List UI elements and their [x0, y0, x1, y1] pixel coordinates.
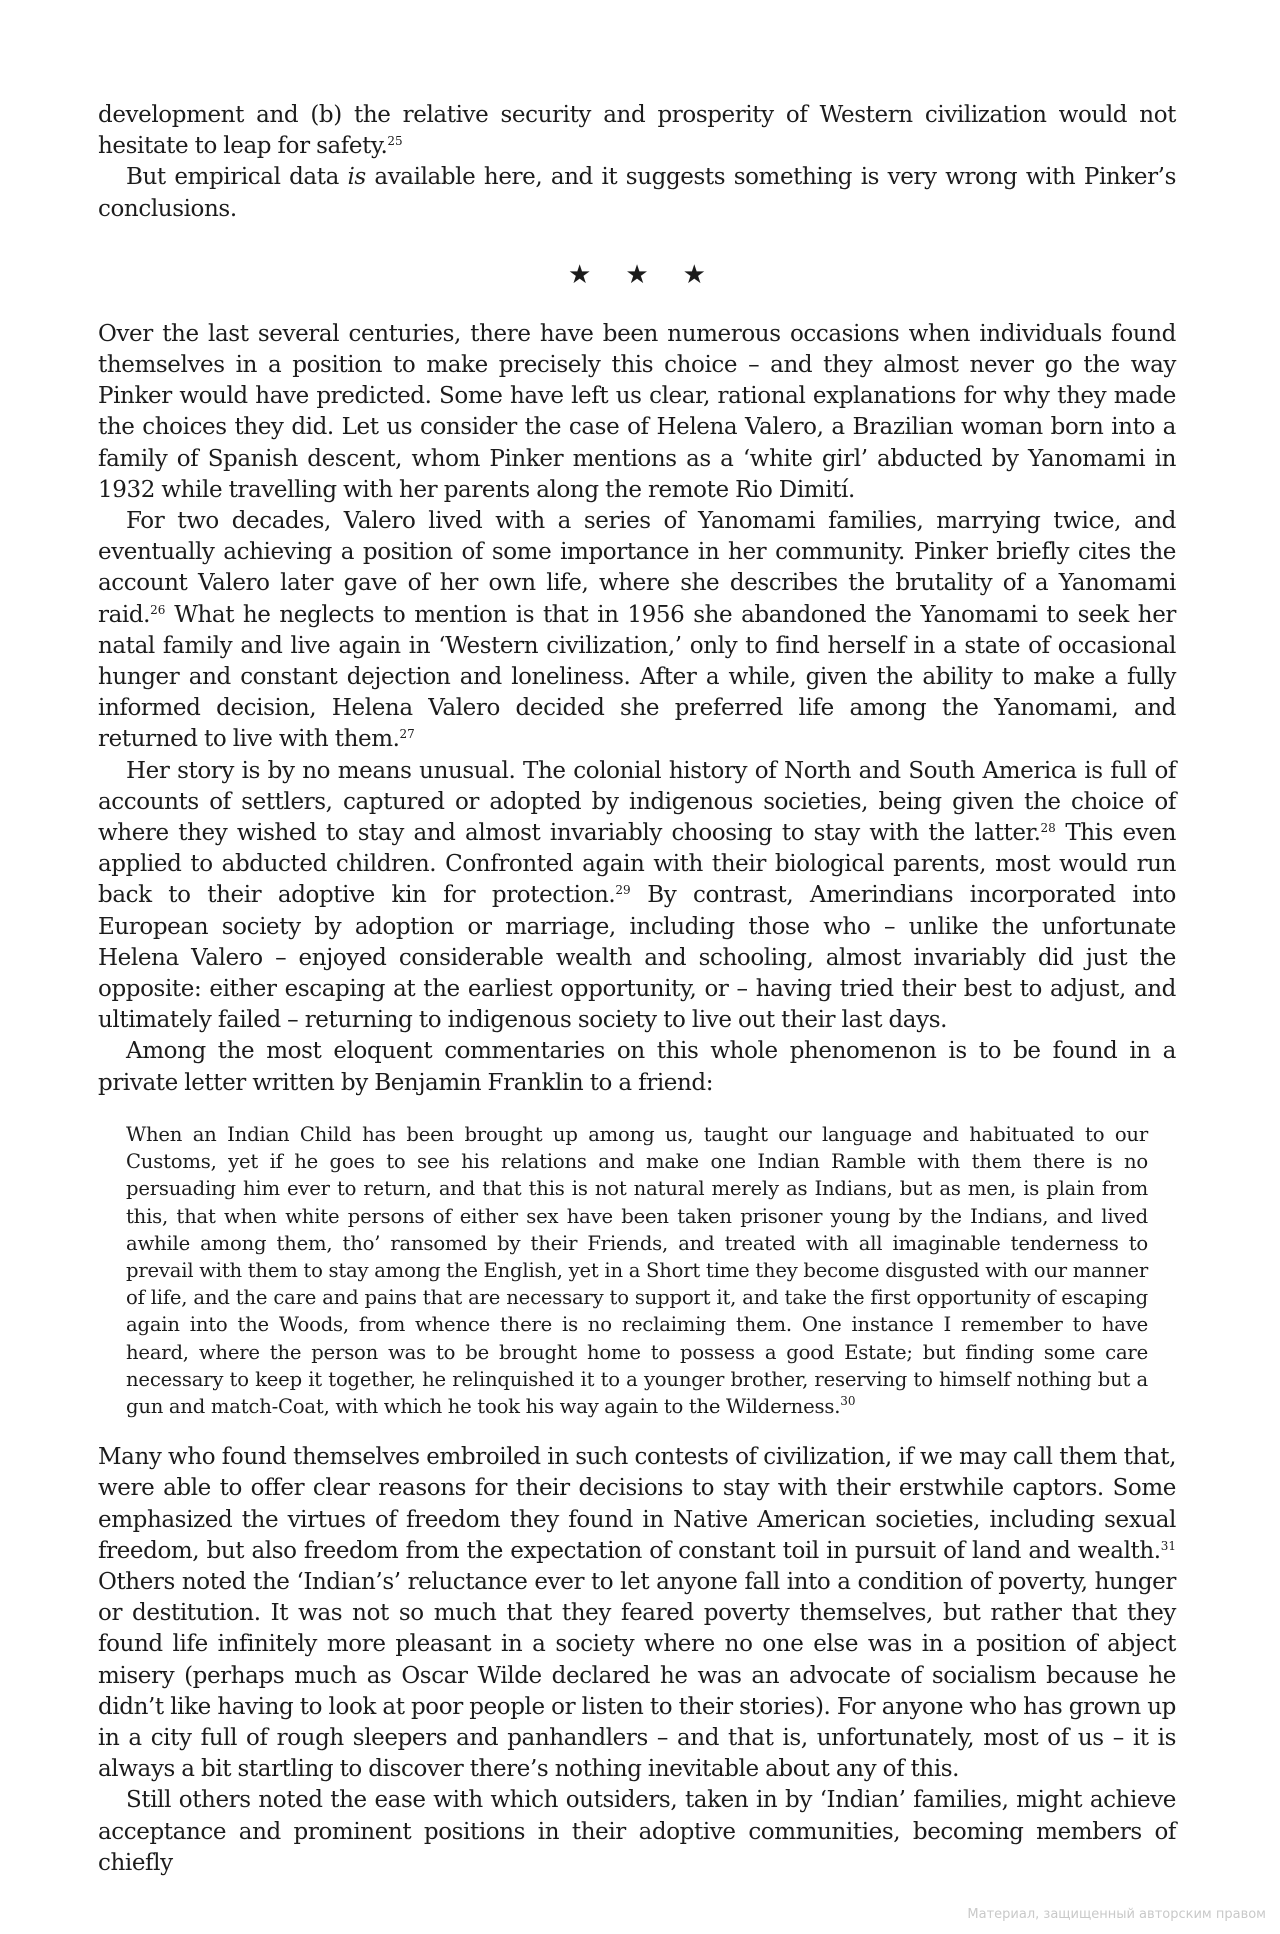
paragraph-text: This even applied to abducted children. Confronted again with their biological parents, most would run back to their adoptive kin for protection.	[98, 820, 1176, 909]
footnote-ref[interactable]: 27	[399, 727, 415, 742]
paragraph-text: But empirical data	[126, 164, 348, 191]
footnote-ref[interactable]: 26	[150, 602, 166, 617]
footnote-ref[interactable]: 30	[840, 1393, 856, 1408]
paragraph-franklin-intro	[98, 1036, 1176, 1098]
paragraph-text: Over the last several centuries, there have been numerous occasions when individuals found themselves in a position to make precisely this choice – and they almost never go the way Pinker would have predicted. Some have left us clear, rational explanations for why they made the choices they did. Let us consider the case of Helena Valero, a Brazilian woman born into a family of Spanish descent, whom Pinker mentions as a ‘white girl’ abducted by Yanomami in 1932 while travelling with her parents along the remote Rio Dimití.	[98, 320, 1176, 503]
paragraph-text: What he neglects to mention is that in 1956 she abandoned the Yanomami to seek her natal family and live again in ‘Western civilization,’ only to find herself in a state of occasional hunger and constant dejection and loneliness. After a while, given the ability to make a fully informed decision, Helena Valero decided she preferred life among the Yanomami, and returned to live with them.	[98, 601, 1176, 753]
footnote-ref[interactable]: 25	[387, 134, 403, 149]
paragraph-empirical-data	[98, 162, 1176, 224]
paragraph-text: By contrast, Amerindians incorporated into European society by adoption or marriage, including those who – unlike the unfortunate Helena Valero – enjoyed considerable wealth and schooling, almost invariably did just the opposite: either escaping at the earliest opportunity, or – having tried their best to adjust, and ultimately failed – returning to indigenous society to live out their last days.	[98, 882, 1176, 1034]
paragraph-text: Others noted the ‘Indian’s’ reluctance ever to let anyone fall into a condition of poverty, hunger or destitution. It was not so much that they feared poverty themselves, but rather that they found life infinitely more pleasant in a society where no one else was in a position of abject misery (perhaps much as Oscar Wilde declared he was an advocate of socialism because he didn’t like having to look at poor people or listen to their stories). For anyone who has grown up in a city full of rough sleepers and panhandlers – and that is, unfortunately, most of us – it is always a bit startling to discover there’s nothing inevitable about any of this.	[98, 1568, 1176, 1783]
paragraph-text: Among the most eloquent commentaries on this whole phenomenon is to be found in a private letter written by Benjamin Franklin to a friend:	[98, 1038, 1176, 1096]
emphasis: is	[347, 164, 366, 191]
quote-text: When an Indian Child has been brought up among us, taught our language and habituated to our Customs, yet if he goes to see his relations and make one Indian Ramble with them there is no persuading him ever to return, and that this is not natural merely as Indians, but as men, is plain from this, that when white persons of either sex have been taken prisoner young by the Indians, and lived awhile among them, tho’ ransomed by their Friends, and treated with all imaginable tenderness to prevail with them to stay among the English, yet in a Short time they become disgusted with our manner of life, and the care and pains that are necessary to support it, and take the first opportunity of escaping again into the Woods, from whence there is no reclaiming them. One instance I remember to have heard, where the person was to be brought home to possess a good Estate; but finding some care necessary to keep it together, he relinquished it to a younger brother, reserving to himself nothing but a gun and match-Coat, with which he took his way again to the Wilderness.	[126, 1122, 1148, 1418]
copyright-watermark: Материал, защищенный авторским правом	[967, 1907, 1266, 1922]
paragraph-text: available here, and it suggests something is very wrong with Pinker’s conclusions.	[98, 164, 1176, 222]
paragraph-text: Her story is by no means unusual. The colonial history of North and South America is full of accounts of settlers, captured or adopted by indigenous societies, being given the choice of where they wished to stay and almost invariably choosing to stay with the latter.	[98, 757, 1176, 847]
paragraph-reasons	[98, 1442, 1176, 1785]
footnote-ref[interactable]: 29	[615, 883, 631, 898]
paragraph-colonial-history	[98, 756, 1176, 1037]
page-body	[98, 100, 1176, 1879]
paragraph-text: development and (b) the relative security and prosperity of Western civilization would not hesitate to leap for safety.	[98, 102, 1176, 160]
section-separator: ★★★	[568, 259, 740, 290]
paragraph-valero-intro	[98, 319, 1176, 506]
paragraph-valero-story	[98, 506, 1176, 756]
paragraph-acceptance	[98, 1785, 1176, 1879]
paragraph-text: For two decades, Valero lived with a series of Yanomami families, marrying twice, and eventually achieving a position of some importance in her community. Pinker briefly cites the account Valero later gave of her own life, where she describes the brutality of a Yanomami raid.	[98, 508, 1176, 628]
footnote-ref[interactable]: 28	[1040, 821, 1056, 836]
footnote-ref[interactable]: 31	[1160, 1538, 1176, 1553]
franklin-quote	[126, 1121, 1148, 1420]
paragraph-text: Many who found themselves embroiled in such contests of civilization, if we may call them that, were able to offer clear reasons for their decisions to stay with their erstwhile captors. Some emphasized the virtues of freedom they found in Native American societies, including sexual freedom, but also freedom from the expectation of constant toil in pursuit of land and wealth.	[98, 1444, 1176, 1564]
paragraph-text: Still others noted the ease with which outsiders, taken in by ‘Indian’ families, might achieve acceptance and prominent positions in their adoptive communities, becoming members of chiefly	[98, 1787, 1176, 1876]
paragraph-continuation	[98, 100, 1176, 162]
